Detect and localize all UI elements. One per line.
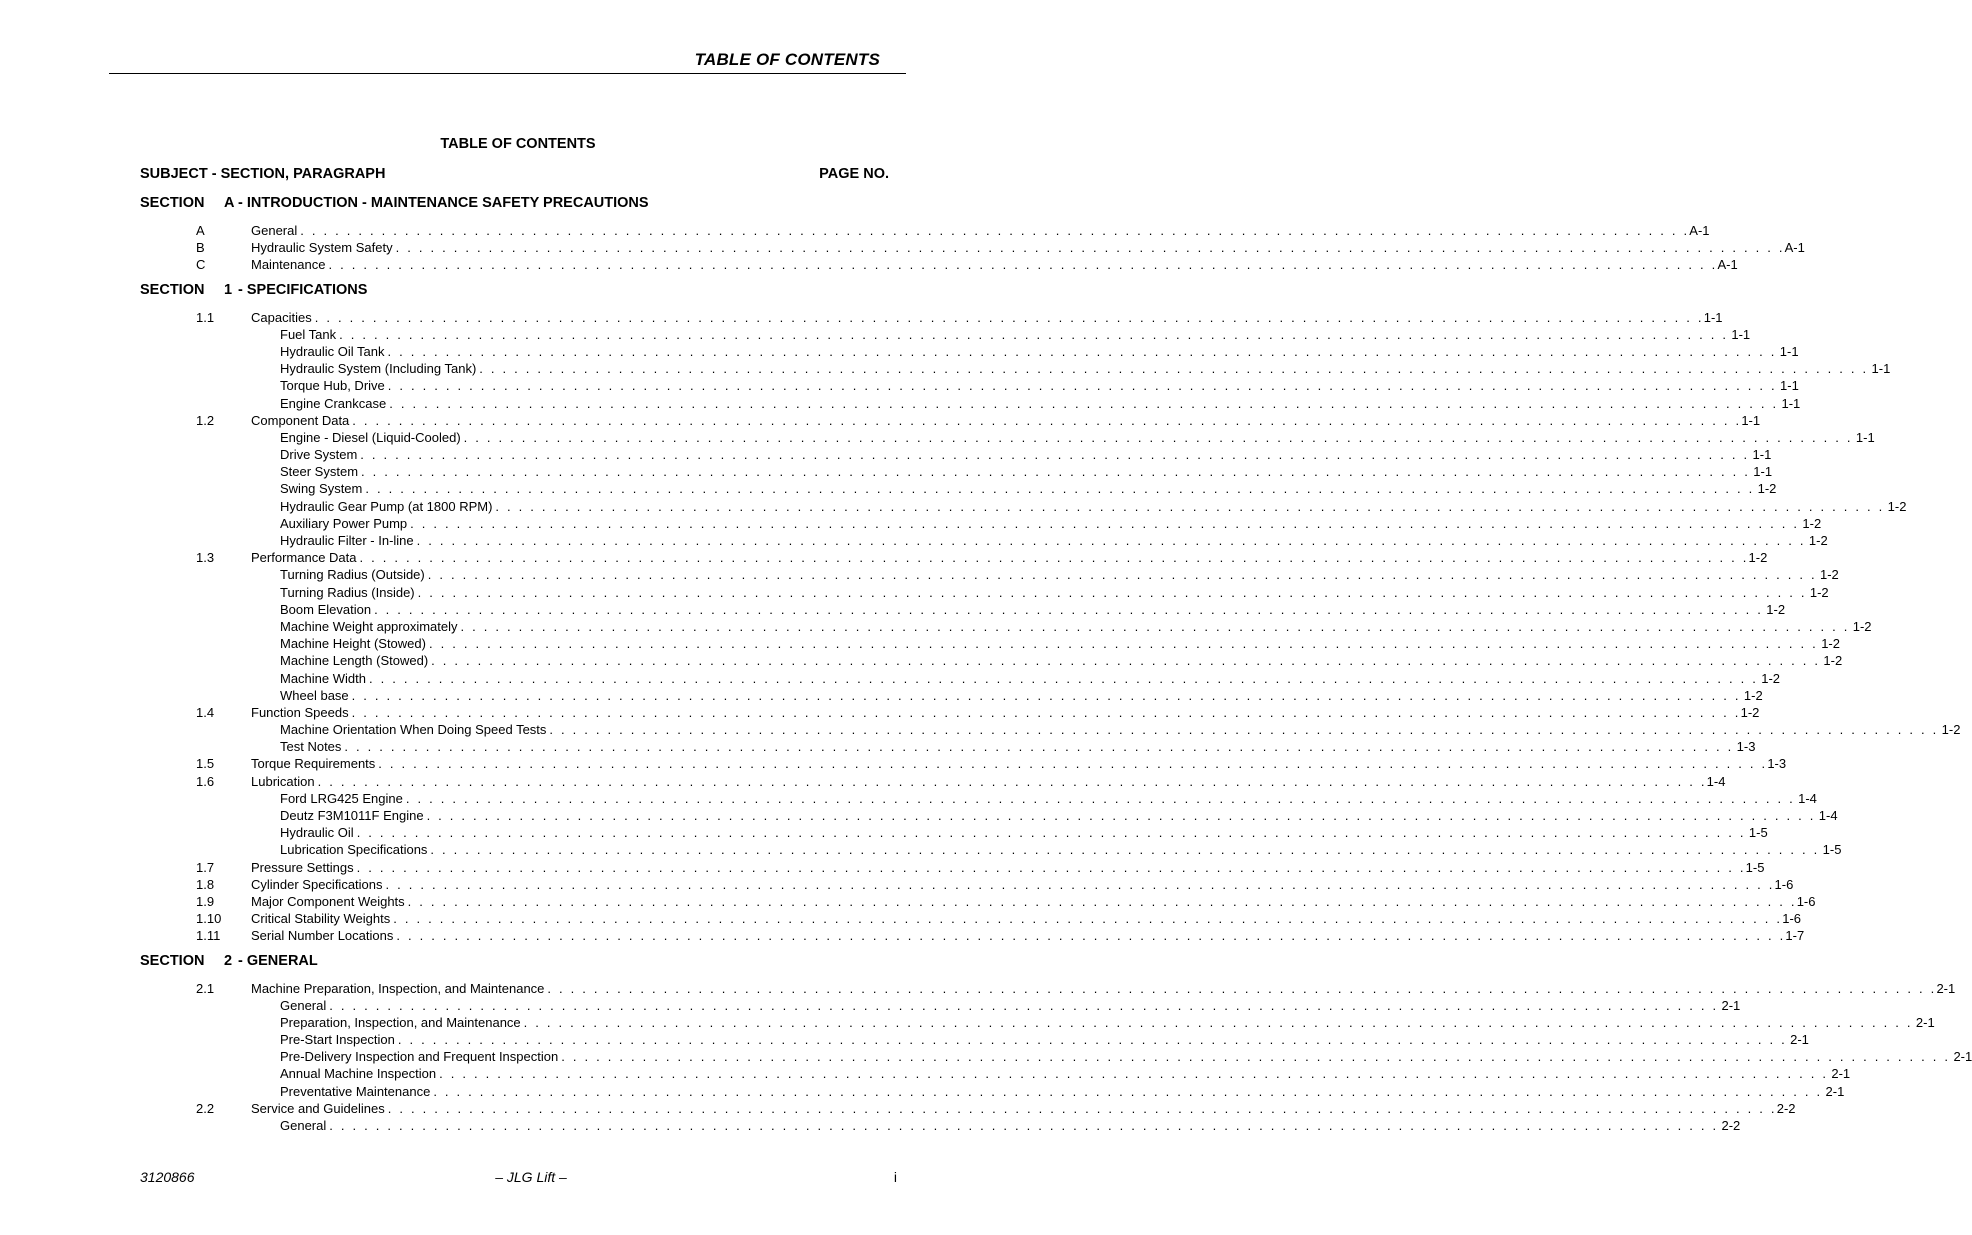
section-heading (140, 282, 862, 299)
entry-title: Machine Orientation When Doing Speed Tests (280, 722, 547, 738)
entry-page: 1-2 (1809, 584, 1829, 600)
entry-page: 1-2 (1766, 601, 1786, 617)
entry-page: 1-7 (1785, 928, 1805, 944)
entry-page: 1-1 (1781, 395, 1801, 411)
toc-subentry[interactable] (140, 1065, 1851, 1082)
paragraph-number: B (196, 240, 205, 256)
entry-page: 1-1 (1752, 447, 1772, 463)
entry-page: 1-2 (1808, 533, 1828, 548)
dot-leader: . . . . . . . . . . . . . . . . . . . . . . . . . . . . . . . . . . . . . . . . . . . . . . . . . . . . . . . . . . . . . . . . . . . . . . . . . . . . . . . . . . . . . . . . . . . . . . . . . . . . . . . . . . . . . . . . . . . . . . . . (329, 997, 1719, 1013)
section-label: SECTION (140, 195, 205, 211)
entry-title: Deutz F3M1011F Engine (280, 808, 424, 823)
toc-entry-line (280, 498, 1907, 515)
entry-title: Torque Requirements (251, 756, 376, 772)
entry-title: Machine Preparation, Inspection, and Maintenance (251, 980, 545, 996)
entry-title: Wheel base (280, 687, 349, 703)
entry-page: 1-5 (1822, 842, 1842, 858)
dot-leader: . . . . . . . . . . . . . . . . . . . . . . . . . . . . . . . . . . . . . . . . . . . . . . . . . . . . . . . . . . . . . . . . . . . . . . . . . . . . . . . . . . . . . . . . . . . . . . . . . . . . . . . . . . . . . . . . . . . . . . . . (389, 395, 1779, 411)
toc-entry[interactable] (140, 859, 1765, 876)
toc-subentry[interactable] (140, 343, 1799, 360)
toc-entry-line (280, 1048, 1972, 1065)
toc-subentry[interactable] (140, 738, 1756, 755)
toc-entry-line (251, 412, 1761, 429)
column-headers (140, 166, 889, 182)
toc-entry-line (280, 997, 1741, 1014)
dot-leader: . . . . . . . . . . . . . . . . . . . . . . . . . . . . . . . . . . . . . . . . . . . . . . . . . . . . . . . . . . . . . . . . . . . . . . . . . . . . . . . . . . . . . . . . . . . . . . . . . . . . . . . . . . . . . . . . . . . . . . . . (365, 481, 1755, 497)
dot-leader: . . . . . . . . . . . . . . . . . . . . . . . . . . . . . . . . . . . . . . . . . . . . . . . . . . . . . . . . . . . . . . . . . . . . . . . . . . . . . . . . . . . . . . . . . . . . . . . . . . . . . . . . . . . . . . . . . . . . . . . . (328, 257, 1718, 273)
toc-entry-line (280, 429, 1875, 446)
toc-subentry[interactable] (140, 841, 1842, 858)
dot-leader: . . . . . . . . . . . . . . . . . . . . . . . . . . . . . . . . . . . . . . . . . . . . . . . . . . . . . . . . . . . . . . . . . . . . . . . . . . . . . . . . . . . . . . . . . . . . . . . . . . . . . . . . . . . . . . . . . . . . . . . . (374, 601, 1764, 617)
toc-entry-line (251, 549, 1768, 566)
entry-title: Test Notes (280, 739, 342, 755)
entry-title: Service and Guidelines (251, 1100, 385, 1116)
toc-subentry[interactable] (140, 997, 1741, 1014)
entry-title: Annual Machine Inspection (280, 1066, 437, 1082)
entry-page: 1-4 (1818, 808, 1838, 823)
footer-brand: – JLG Lift – (495, 1169, 567, 1185)
entry-page: 2-2 (1776, 1100, 1796, 1116)
toc-entry[interactable] (140, 239, 1805, 256)
toc-entry[interactable] (140, 893, 1816, 910)
dot-leader: . . . . . . . . . . . . . . . . . . . . . . . . . . . . . . . . . . . . . . . . . . . . . . . . . . . . . . . . . . . . . . . . . . . . . . . . . . . . . . . . . . . . . . . . . . . . . . . . . . . . . . . . . . . . . . . . . . . . . . . . (433, 1083, 1823, 1099)
entry-title: Performance Data (251, 550, 357, 566)
dot-leader: . . . . . . . . . . . . . . . . . . . . . . . . . . . . . . . . . . . . . . . . . . . . . . . . . . . . . . . . . . . . . . . . . . . . . . . . . . . . . . . . . . . . . . . . . . . . . . . . . . . . . . . . . . . . . . . . . . . . . . . . (361, 464, 1751, 480)
section-number: A (224, 195, 235, 211)
dot-leader: . . . . . . . . . . . . . . . . . . . . . . . . . . . . . . . . . . . . . . . . . . . . . . . . . . . . . . . . . . . . . . . . . . . . . . . . . . . . . . . . . . . . . . . . . . . . . . . . . . . . . . . . . . . . . . . . . . . . . . . . (317, 773, 1707, 789)
toc-subentry[interactable] (140, 515, 1822, 532)
entry-title: Hydraulic System Safety (251, 240, 393, 256)
toc-entry-line (251, 256, 1738, 273)
dot-leader: . . . . . . . . . . . . . . . . . . . . . . . . . . . . . . . . . . . . . . . . . . . . . . . . . . . . . . . . . . . . . . . . . . . . . . . . . . . . . . . . . . . . . . . . . . . . . . . . . . . . . . . . . . . . . . . . . . . . . . . . (410, 515, 1800, 531)
entry-page: 1-1 (1741, 412, 1761, 428)
paragraph-number: 1.5 (196, 756, 215, 772)
page-column-label: PAGE NO. (819, 166, 889, 182)
entry-title: Turning Radius (Outside) (280, 567, 425, 583)
document-number: 3120866 (140, 1169, 195, 1185)
running-header-title: TABLE OF CONTENTS (694, 50, 880, 69)
entry-title: Serial Number Locations (251, 928, 394, 944)
dot-leader: . . . . . . . . . . . . . . . . . . . . . . . . . . . . . . . . . . . . . . . . . . . . . . . . . . . . . . . . . . . . . . . . . . . . . . . . . . . . . . . . . . . . . . . . . . . . . . . . . . . . . . . . . . . . . . . . . . . . . . . . (397, 1032, 1787, 1048)
toc-subentry[interactable] (140, 790, 1817, 807)
toc-entry-line (280, 652, 1843, 669)
dot-leader: . . . . . . . . . . . . . . . . . . . . . . . . . . . . . . . . . . . . . . . . . . . . . . . . . . . . . . . . . . . . . . . . . . . . . . . . . . . . . . . . . . . . . . . . . . . . . . . . . . . . . . . . . . . . . . . . . . . . . . . . (360, 447, 1750, 463)
paragraph-number: 1.9 (196, 893, 215, 909)
dot-leader: . . . . . . . . . . . . . . . . . . . . . . . . . . . . . . . . . . . . . . . . . . . . . . . . . . . . . . . . . . . . . . . . . . . . . . . . . . . . . . . . . . . . . . . . . . . . . . . . . . . . . . . . . . . . . . . . . . . . . . . . (547, 980, 1937, 996)
toc-entry[interactable] (140, 980, 1956, 997)
header-rule (109, 73, 906, 74)
dot-leader: . . . . . . . . . . . . . . . . . . . . . . . . . . . . . . . . . . . . . . . . . . . . . . . . . . . . . . . . . . . . . . . . . . . . . . . . . . . . . . . . . . . . . . . . . . . . . . . . . . . . . . . . . . . . . . . . . . . . . . . . (393, 911, 1783, 927)
entry-title: Lubrication Specifications (280, 842, 428, 858)
toc-entry-line (251, 755, 1787, 772)
entry-page: 1-4 (1798, 790, 1817, 806)
dot-leader: . . . . . . . . . . . . . . . . . . . . . . . . . . . . . . . . . . . . . . . . . . . . . . . . . . . . . . . . . . . . . . . . . . . . . . . . . . . . . . . . . . . . . . . . . . . . . . . . . . . . . . . . . . . . . . . . . . . . . . . . (426, 808, 1816, 823)
dot-leader: . . . . . . . . . . . . . . . . . . . . . . . . . . . . . . . . . . . . . . . . . . . . . . . . . . . . . . . . . . . . . . . . . . . . . . . . . . . . . . . . . . . . . . . . . . . . . . . . . . . . . . . . . . . . . . . . . . . . . . . . (549, 722, 1939, 738)
page-title: TABLE OF CONTENTS (440, 136, 596, 152)
toc-entry[interactable] (140, 755, 1787, 772)
toc-entry-line (280, 1065, 1851, 1082)
toc-entry-line (280, 790, 1817, 807)
entry-page: 2-1 (1953, 1049, 1972, 1065)
page-footer (140, 1169, 897, 1187)
entry-page: 1-3 (1736, 739, 1756, 755)
entry-page: 2-2 (1721, 1118, 1741, 1133)
entry-title: Auxiliary Power Pump (280, 515, 408, 531)
paragraph-number: 1.7 (196, 859, 215, 875)
entry-page: 1-2 (1821, 636, 1840, 652)
dot-leader: . . . . . . . . . . . . . . . . . . . . . . . . . . . . . . . . . . . . . . . . . . . . . . . . . . . . . . . . . . . . . . . . . . . . . . . . . . . . . . . . . . . . . . . . . . . . . . . . . . . . . . . . . . . . . . . . . . . . . . . . (344, 739, 1734, 755)
entry-page: 1-2 (1802, 515, 1822, 531)
entry-page: 1-5 (1745, 859, 1765, 875)
toc-entry-line (251, 222, 1710, 239)
toc-entry-line (280, 1083, 1845, 1100)
entry-page: 1-3 (1767, 756, 1787, 772)
toc-entry-line (280, 480, 1777, 497)
entry-page: 1-1 (1753, 464, 1773, 480)
entry-page: 1-2 (1748, 550, 1768, 566)
dot-leader: . . . . . . . . . . . . . . . . . . . . . . . . . . . . . . . . . . . . . . . . . . . . . . . . . . . . . . . . . . . . . . . . . . . . . . . . . . . . . . . . . . . . . . . . . . . . . . . . . . . . . . . . . . . . . . . . . . . . . . . . (387, 378, 1777, 394)
entry-page: 2-1 (1825, 1083, 1845, 1099)
dot-leader: . . . . . . . . . . . . . . . . . . . . . . . . . . . . . . . . . . . . . . . . . . . . . . . . . . . . . . . . . . . . . . . . . . . . . . . . . . . . . . . . . . . . . . . . . . . . . . . . . . . . . . . . . . . . . . . . . . . . . . . . (523, 1014, 1913, 1030)
entry-page: 2-1 (1915, 1014, 1935, 1030)
toc-subentry[interactable] (140, 635, 1840, 652)
toc-subentry[interactable] (140, 480, 1777, 497)
toc-subentry[interactable] (140, 807, 1838, 824)
entry-page: 1-2 (1757, 481, 1777, 497)
toc-entry-line (280, 601, 1786, 618)
toc-entry[interactable] (140, 876, 1794, 893)
dot-leader: . . . . . . . . . . . . . . . . . . . . . . . . . . . . . . . . . . . . . . . . . . . . . . . . . . . . . . . . . . . . . . . . . . . . . . . . . . . . . . . . . . . . . . . . . . . . . . . . . . . . . . . . . . . . . . . . . . . . . . . . (378, 756, 1768, 772)
entry-title: Pre-Delivery Inspection and Frequent Inspection (280, 1049, 559, 1065)
toc-subentry[interactable] (140, 566, 1839, 583)
toc-subentry[interactable] (140, 1117, 1741, 1134)
entry-page: 1-1 (1731, 326, 1751, 342)
toc-entry-line (280, 566, 1839, 583)
toc-entry-line (280, 841, 1842, 858)
paragraph-number: A (196, 223, 205, 238)
entry-title: Capacities (251, 309, 312, 325)
dot-leader: . . . . . . . . . . . . . . . . . . . . . . . . . . . . . . . . . . . . . . . . . . . . . . . . . . . . . . . . . . . . . . . . . . . . . . . . . . . . . . . . . . . . . . . . . . . . . . . . . . . . . . . . . . . . . . . . . . . . . . . . (300, 223, 1690, 238)
toc-entry-line (251, 1100, 1796, 1117)
entry-page: 1-2 (1819, 567, 1839, 583)
entry-title: Engine Crankcase (280, 395, 387, 411)
paragraph-number: 1.2 (196, 412, 215, 428)
entry-page: 2-1 (1790, 1032, 1809, 1048)
section-title: - SPECIFICATIONS (238, 281, 368, 298)
entry-title: Lubrication (251, 773, 315, 789)
toc-entry-line (280, 738, 1756, 755)
entry-page: 1-4 (1706, 773, 1726, 789)
entry-page: 1-2 (1743, 687, 1763, 703)
entry-page: 2-1 (1936, 980, 1956, 996)
entry-title: Cylinder Specifications (251, 876, 383, 892)
entry-title: Torque Hub, Drive (280, 378, 385, 394)
entry-page: 1-6 (1774, 876, 1794, 892)
toc-subentry[interactable] (140, 1083, 1845, 1100)
entry-title: Hydraulic Oil Tank (280, 343, 385, 359)
toc-entry[interactable] (140, 704, 1760, 721)
toc-entry-line (280, 721, 1961, 738)
dot-leader: . . . . . . . . . . . . . . . . . . . . . . . . . . . . . . . . . . . . . . . . . . . . . . . . . . . . . . . . . . . . . . . . . . . . . . . . . . . . . . . . . . . . . . . . . . . . . . . . . . . . . . . . . . . . . . . . . . . . . . . . (359, 550, 1749, 566)
toc-subentry[interactable] (140, 652, 1843, 669)
toc-subentry[interactable] (140, 601, 1786, 618)
subject-column-label: SUBJECT - SECTION, PARAGRAPH (140, 166, 386, 182)
toc-entry-line (280, 1117, 1741, 1134)
entry-title: Machine Length (Stowed) (280, 653, 429, 669)
toc-subentry[interactable] (140, 1031, 1809, 1048)
toc-entry-line (280, 395, 1801, 412)
paragraph-number: 1.1 (196, 309, 215, 325)
toc-entry-line (280, 635, 1840, 652)
entry-title: Function Speeds (251, 704, 349, 720)
toc-subentry[interactable] (140, 395, 1801, 412)
section-title: - INTRODUCTION - MAINTENANCE SAFETY PRECAUTIONS (238, 195, 649, 211)
entry-title: Boom Elevation (280, 601, 372, 617)
entry-page: 1-6 (1796, 893, 1816, 909)
toc-entry[interactable] (140, 222, 1710, 239)
dot-leader: . . . . . . . . . . . . . . . . . . . . . . . . . . . . . . . . . . . . . . . . . . . . . . . . . . . . . . . . . . . . . . . . . . . . . . . . . . . . . . . . . . . . . . . . . . . . . . . . . . . . . . . . . . . . . . . . . . . . . . . . (561, 1049, 1951, 1065)
entry-page: 1-1 (1871, 361, 1891, 377)
entry-title: Preparation, Inspection, and Maintenance (280, 1014, 521, 1030)
entry-page: 1-1 (1703, 309, 1723, 325)
entry-title: Hydraulic Filter - In-line (280, 533, 414, 548)
toc-entry-line (280, 515, 1822, 532)
section-label: SECTION (140, 281, 205, 298)
toc-entry-line (280, 807, 1838, 824)
dot-leader: . . . . . . . . . . . . . . . . . . . . . . . . . . . . . . . . . . . . . . . . . . . . . . . . . . . . . . . . . . . . . . . . . . . . . . . . . . . . . . . . . . . . . . . . . . . . . . . . . . . . . . . . . . . . . . . . . . . . . . . . (439, 1066, 1829, 1082)
dot-leader: . . . . . . . . . . . . . . . . . . . . . . . . . . . . . . . . . . . . . . . . . . . . . . . . . . . . . . . . . . . . . . . . . . . . . . . . . . . . . . . . . . . . . . . . . . . . . . . . . . . . . . . . . . . . . . . . . . . . . . . . (417, 584, 1807, 600)
dot-leader: . . . . . . . . . . . . . . . . . . . . . . . . . . . . . . . . . . . . . . . . . . . . . . . . . . . . . . . . . . . . . . . . . . . . . . . . . . . . . . . . . . . . . . . . . . . . . . . . . . . . . . . . . . . . . . . . . . . . . . . . (352, 412, 1742, 428)
entry-page: 1-2 (1761, 670, 1781, 686)
entry-title: Engine - Diesel (Liquid-Cooled) (280, 429, 461, 445)
toc-subentry[interactable] (140, 721, 1961, 738)
dot-leader: . . . . . . . . . . . . . . . . . . . . . . . . . . . . . . . . . . . . . . . . . . . . . . . . . . . . . . . . . . . . . . . . . . . . . . . . . . . . . . . . . . . . . . . . . . . . . . . . . . . . . . . . . . . . . . . . . . . . . . . . (339, 326, 1729, 342)
toc-subentry[interactable] (140, 618, 1872, 635)
toc-entry-line (280, 1031, 1809, 1048)
paragraph-number: C (196, 257, 206, 273)
toc-entry-line (251, 893, 1816, 910)
dot-leader: . . . . . . . . . . . . . . . . . . . . . . . . . . . . . . . . . . . . . . . . . . . . . . . . . . . . . . . . . . . . . . . . . . . . . . . . . . . . . . . . . . . . . . . . . . . . . . . . . . . . . . . . . . . . . . . . . . . . . . . . (428, 636, 1818, 652)
entry-page: 1-2 (1852, 618, 1872, 634)
dot-leader: . . . . . . . . . . . . . . . . . . . . . . . . . . . . . . . . . . . . . . . . . . . . . . . . . . . . . . . . . . . . . . . . . . . . . . . . . . . . . . . . . . . . . . . . . . . . . . . . . . . . . . . . . . . . . . . . . . . . . . . . (351, 687, 1741, 703)
section-heading (140, 953, 862, 970)
entry-title: Maintenance (251, 257, 326, 273)
toc-entry-line (251, 980, 1956, 997)
toc-subentry[interactable] (140, 687, 1763, 704)
dot-leader: . . . . . . . . . . . . . . . . . . . . . . . . . . . . . . . . . . . . . . . . . . . . . . . . . . . . . . . . . . . . . . . . . . . . . . . . . . . . . . . . . . . . . . . . . . . . . . . . . . . . . . . . . . . . . . . . . . . . . . . . (427, 567, 1817, 583)
entry-title: General (251, 223, 298, 238)
dot-leader: . . . . . . . . . . . . . . . . . . . . . . . . . . . . . . . . . . . . . . . . . . . . . . . . . . . . . . . . . . . . . . . . . . . . . . . . . . . . . . . . . . . . . . . . . . . . . . . . . . . . . . . . . . . . . . . . . . . . . . . . (479, 361, 1869, 377)
dot-leader: . . . . . . . . . . . . . . . . . . . . . . . . . . . . . . . . . . . . . . . . . . . . . . . . . . . . . . . . . . . . . . . . . . . . . . . . . . . . . . . . . . . . . . . . . . . . . . . . . . . . . . . . . . . . . . . . . . . . . . . . (430, 842, 1820, 858)
entry-title: Ford LRG425 Engine (280, 790, 403, 806)
entry-title: Machine Weight approximately (280, 618, 458, 634)
toc-entry[interactable] (140, 309, 1723, 326)
entry-title: Fuel Tank (280, 326, 337, 342)
toc-entry-line (251, 239, 1805, 256)
toc-subentry[interactable] (140, 326, 1751, 343)
toc-entry-line (251, 773, 1726, 790)
toc-entry-line (280, 1014, 1935, 1031)
dot-leader: . . . . . . . . . . . . . . . . . . . . . . . . . . . . . . . . . . . . . . . . . . . . . . . . . . . . . . . . . . . . . . . . . . . . . . . . . . . . . . . . . . . . . . . . . . . . . . . . . . . . . . . . . . . . . . . . . . . . . . . . (368, 670, 1759, 686)
entry-title: Machine Width (280, 670, 366, 686)
entry-page: 1-2 (1740, 704, 1760, 720)
toc-subentry[interactable] (140, 670, 1781, 687)
entry-title: Hydraulic Oil (280, 825, 354, 841)
toc-subentry[interactable] (140, 377, 1799, 394)
dot-leader: . . . . . . . . . . . . . . . . . . . . . . . . . . . . . . . . . . . . . . . . . . . . . . . . . . . . . . . . . . . . . . . . . . . . . . . . . . . . . . . . . . . . . . . . . . . . . . . . . . . . . . . . . . . . . . . . . . . . . . . . (407, 893, 1797, 909)
dot-leader: . . . . . . . . . . . . . . . . . . . . . . . . . . . . . . . . . . . . . . . . . . . . . . . . . . . . . . . . . . . . . . . . . . . . . . . . . . . . . . . . . . . . . . . . . . . . . . . . . . . . . . . . . . . . . . . . . . . . . . . . (356, 825, 1746, 841)
entry-title: Machine Height (Stowed) (280, 636, 426, 652)
section-number: 2 (224, 952, 233, 969)
entry-page: 1-2 (1823, 653, 1843, 669)
entry-page: 1-6 (1782, 911, 1802, 927)
page-number: i (893, 1169, 897, 1185)
paragraph-number: 1.11 (196, 928, 221, 944)
dot-leader: . . . . . . . . . . . . . . . . . . . . . . . . . . . . . . . . . . . . . . . . . . . . . . . . . . . . . . . . . . . . . . . . . . . . . . . . . . . . . . . . . . . . . . . . . . . . . . . . . . . . . . . . . . . . . . . . . . . . . . . . (396, 928, 1786, 944)
dot-leader: . . . . . . . . . . . . . . . . . . . . . . . . . . . . . . . . . . . . . . . . . . . . . . . . . . . . . . . . . . . . . . . . . . . . . . . . . . . . . . . . . . . . . . . . . . . . . . . . . . . . . . . . . . . . . . . . . . . . . . . . (329, 1118, 1719, 1133)
dot-leader: . . . . . . . . . . . . . . . . . . . . . . . . . . . . . . . . . . . . . . . . . . . . . . . . . . . . . . . . . . . . . . . . . . . . . . . . . . . . . . . . . . . . . . . . . . . . . . . . . . . . . . . . . . . . . . . . . . . . . . . . (395, 240, 1785, 256)
table-of-contents (140, 195, 1972, 1134)
entry-page: A-1 (1784, 240, 1805, 256)
toc-entry-line (280, 584, 1829, 601)
section-title: - GENERAL (238, 952, 318, 969)
entry-title: General (280, 997, 327, 1013)
entry-page: 1-2 (1887, 498, 1907, 514)
entry-page: 2-1 (1831, 1066, 1851, 1082)
toc-entry[interactable] (140, 549, 1768, 566)
toc-subentry[interactable] (140, 429, 1875, 446)
paragraph-number: 2.2 (196, 1100, 215, 1116)
section-number: 1 (224, 281, 233, 298)
entry-title: Preventative Maintenance (280, 1083, 431, 1099)
paragraph-number: 1.4 (196, 704, 215, 720)
entry-title: Major Component Weights (251, 893, 405, 909)
entry-page: 1-1 (1855, 429, 1875, 445)
dot-leader: . . . . . . . . . . . . . . . . . . . . . . . . . . . . . . . . . . . . . . . . . . . . . . . . . . . . . . . . . . . . . . . . . . . . . . . . . . . . . . . . . . . . . . . . . . . . . . . . . . . . . . . . . . . . . . . . . . . . . . . . (314, 309, 1704, 325)
dot-leader: . . . . . . . . . . . . . . . . . . . . . . . . . . . . . . . . . . . . . . . . . . . . . . . . . . . . . . . . . . . . . . . . . . . . . . . . . . . . . . . . . . . . . . . . . . . . . . . . . . . . . . . . . . . . . . . . . . . . . . . . (387, 343, 1777, 359)
toc-subentry[interactable] (140, 360, 1891, 377)
toc-entry-line (280, 343, 1799, 360)
toc-subentry[interactable] (140, 498, 1907, 515)
paragraph-number: 1.6 (196, 773, 215, 789)
dot-leader: . . . . . . . . . . . . . . . . . . . . . . . . . . . . . . . . . . . . . . . . . . . . . . . . . . . . . . . . . . . . . . . . . . . . . . . . . . . . . . . . . . . . . . . . . . . . . . . . . . . . . . . . . . . . . . . . . . . . . . . . (356, 859, 1746, 875)
toc-entry-line (280, 824, 1768, 841)
paragraph-number: 1.8 (196, 876, 215, 892)
entry-page: 1-1 (1779, 343, 1799, 359)
paragraph-number: 1.3 (196, 550, 215, 566)
toc-subentry[interactable] (140, 584, 1829, 601)
toc-entry[interactable] (140, 927, 1805, 944)
toc-entry-line (280, 446, 1772, 463)
entry-title: General (280, 1118, 327, 1133)
entry-title: Drive System (280, 447, 358, 463)
entry-title: Component Data (251, 412, 350, 428)
toc-subentry[interactable] (140, 532, 1828, 549)
toc-entry-line (280, 532, 1828, 549)
toc-subentry[interactable] (140, 446, 1772, 463)
dot-leader: . . . . . . . . . . . . . . . . . . . . . . . . . . . . . . . . . . . . . . . . . . . . . . . . . . . . . . . . . . . . . . . . . . . . . . . . . . . . . . . . . . . . . . . . . . . . . . . . . . . . . . . . . . . . . . . . . . . . . . . . (387, 1100, 1777, 1116)
toc-entry-line (251, 927, 1805, 944)
dot-leader: . . . . . . . . . . . . . . . . . . . . . . . . . . . . . . . . . . . . . . . . . . . . . . . . . . . . . . . . . . . . . . . . . . . . . . . . . . . . . . . . . . . . . . . . . . . . . . . . . . . . . . . . . . . . . . . . . . . . . . . . (463, 429, 1853, 445)
section-heading (140, 195, 862, 212)
dot-leader: . . . . . . . . . . . . . . . . . . . . . . . . . . . . . . . . . . . . . . . . . . . . . . . . . . . . . . . . . . . . . . . . . . . . . . . . . . . . . . . . . . . . . . . . . . . . . . . . . . . . . . . . . . . . . . . . . . . . . . . . (431, 653, 1821, 669)
entry-page: 1-2 (1941, 722, 1961, 738)
entry-page: 2-1 (1721, 997, 1741, 1013)
entry-page: 1-5 (1748, 825, 1768, 841)
entry-page: A-1 (1717, 257, 1738, 273)
toc-entry-line (251, 910, 1802, 927)
entry-page: A-1 (1689, 223, 1710, 238)
entry-title: Swing System (280, 481, 363, 497)
paragraph-number: 1.10 (196, 911, 222, 927)
entry-page: 1-1 (1780, 378, 1799, 394)
toc-entry[interactable] (140, 256, 1738, 273)
entry-title: Pressure Settings (251, 859, 354, 875)
entry-title: Hydraulic Gear Pump (at 1800 RPM) (280, 498, 493, 514)
dot-leader: . . . . . . . . . . . . . . . . . . . . . . . . . . . . . . . . . . . . . . . . . . . . . . . . . . . . . . . . . . . . . . . . . . . . . . . . . . . . . . . . . . . . . . . . . . . . . . . . . . . . . . . . . . . . . . . . . . . . . . . . (385, 876, 1775, 892)
dot-leader: . . . . . . . . . . . . . . . . . . . . . . . . . . . . . . . . . . . . . . . . . . . . . . . . . . . . . . . . . . . . . . . . . . . . . . . . . . . . . . . . . . . . . . . . . . . . . . . . . . . . . . . . . . . . . . . . . . . . . . . . (495, 498, 1885, 514)
toc-entry-line (280, 326, 1751, 343)
entry-title: Pre-Start Inspection (280, 1032, 395, 1048)
toc-entry-line (251, 309, 1723, 326)
entry-title: Hydraulic System (Including Tank) (280, 361, 477, 377)
toc-entry[interactable] (140, 1100, 1796, 1117)
section-label: SECTION (140, 952, 205, 969)
entry-title: Steer System (280, 464, 359, 480)
toc-entry-line (280, 670, 1781, 687)
toc-subentry[interactable] (140, 824, 1768, 841)
entry-title: Critical Stability Weights (251, 911, 391, 927)
toc-entry[interactable] (140, 773, 1726, 790)
dot-leader: . . . . . . . . . . . . . . . . . . . . . . . . . . . . . . . . . . . . . . . . . . . . . . . . . . . . . . . . . . . . . . . . . . . . . . . . . . . . . . . . . . . . . . . . . . . . . . . . . . . . . . . . . . . . . . . . . . . . . . . . (460, 618, 1850, 634)
toc-entry-line (280, 463, 1773, 480)
dot-leader: . . . . . . . . . . . . . . . . . . . . . . . . . . . . . . . . . . . . . . . . . . . . . . . . . . . . . . . . . . . . . . . . . . . . . . . . . . . . . . . . . . . . . . . . . . . . . . . . . . . . . . . . . . . . . . . . . . . . . . . . (351, 704, 1741, 720)
dot-leader: . . . . . . . . . . . . . . . . . . . . . . . . . . . . . . . . . . . . . . . . . . . . . . . . . . . . . . . . . . . . . . . . . . . . . . . . . . . . . . . . . . . . . . . . . . . . . . . . . . . . . . . . . . . . . . . . . . . . . . . . (416, 533, 1806, 548)
toc-entry-line (280, 377, 1799, 394)
toc-subentry[interactable] (140, 1048, 1972, 1065)
toc-entry-line (280, 618, 1872, 635)
toc-entry-line (280, 360, 1891, 377)
toc-subentry[interactable] (140, 1014, 1935, 1031)
toc-subentry[interactable] (140, 463, 1773, 480)
toc-entry-line (280, 687, 1763, 704)
paragraph-number: 2.1 (196, 980, 215, 996)
toc-entry-line (251, 859, 1765, 876)
toc-entry-line (251, 704, 1760, 721)
toc-entry[interactable] (140, 412, 1761, 429)
toc-entry[interactable] (140, 910, 1802, 927)
toc-entry-line (251, 876, 1794, 893)
entry-title: Turning Radius (Inside) (280, 584, 415, 600)
dot-leader: . . . . . . . . . . . . . . . . . . . . . . . . . . . . . . . . . . . . . . . . . . . . . . . . . . . . . . . . . . . . . . . . . . . . . . . . . . . . . . . . . . . . . . . . . . . . . . . . . . . . . . . . . . . . . . . . . . . . . . . . (405, 790, 1795, 806)
